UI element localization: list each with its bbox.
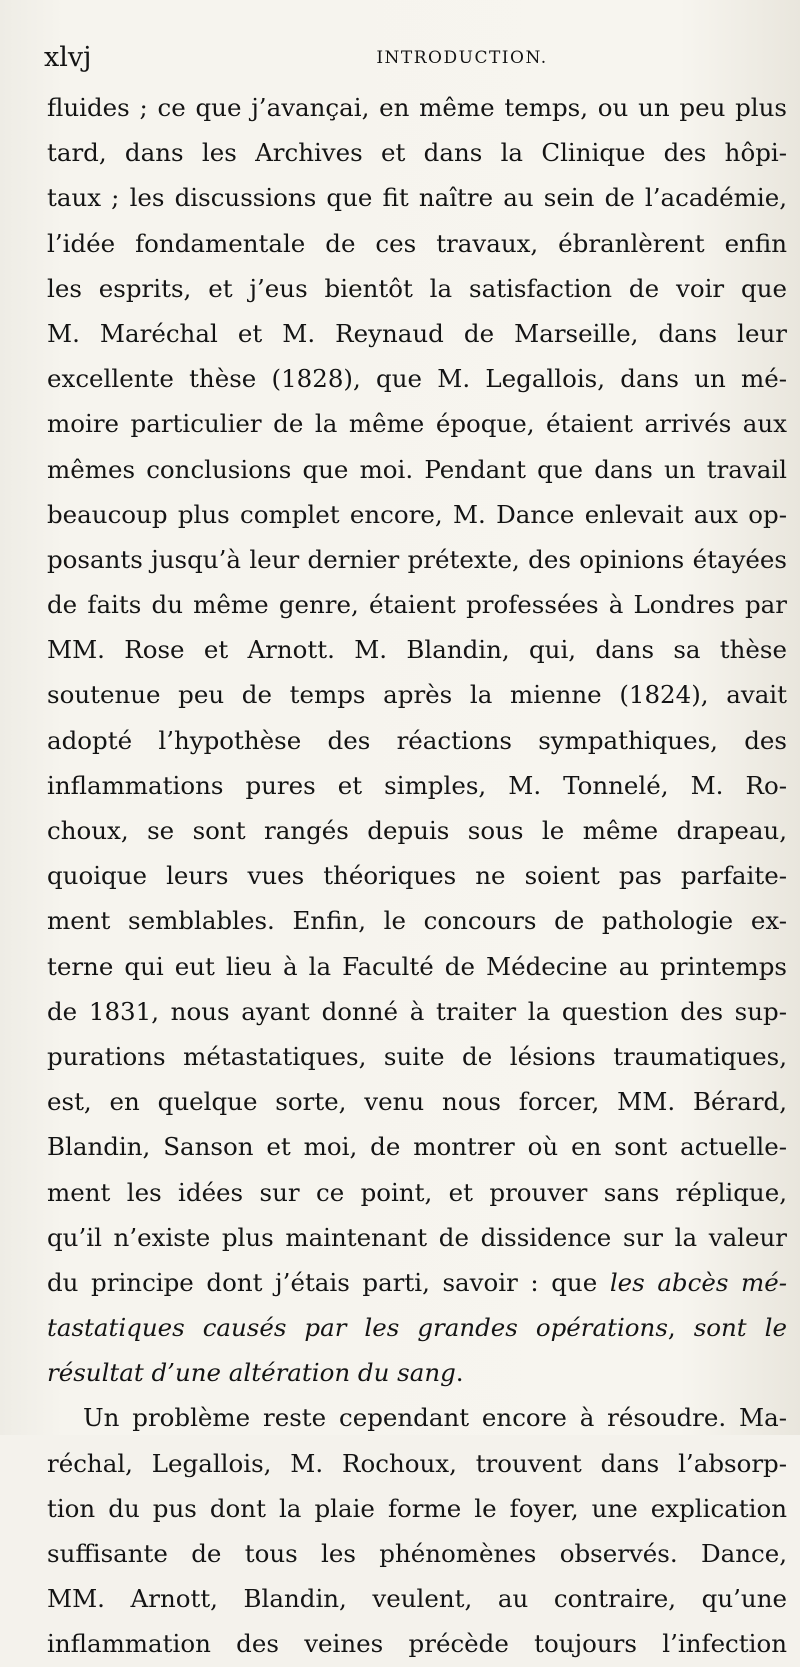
text-line: choux, se sont rangés depuis sous le même drapeau, xyxy=(47,816,787,845)
text-line: adopté l’hypothèse des réactions sympathiques, des xyxy=(47,725,787,755)
text-line: réchal, Legallois, M. Rochoux, trouvent dans l’absorp- xyxy=(47,1448,787,1478)
text-line: beaucoup plus complet encore, M. Dance enlevait aux op- xyxy=(47,499,787,529)
text-line: moire particulier de la même époque, étaient arrivés aux xyxy=(47,409,787,439)
text-line: ment les idées sur ce point, et prouver sans réplique, xyxy=(47,1177,787,1207)
text-line: qu’il n’existe plus maintenant de dissidence sur la valeur xyxy=(47,1222,787,1252)
italic-text: sont le xyxy=(693,1313,787,1343)
text-line: suffisante de tous les phénomènes observés. Dance, xyxy=(47,1539,787,1568)
text-line: soutenue peu de temps après la mienne (1824), avait xyxy=(47,680,787,710)
paragraph-start-line: Un problème reste cependant encore à résoudre. Ma- xyxy=(83,1403,787,1433)
text-line: taux ; les discussions que fit naître au sein de l’académie, xyxy=(47,183,787,213)
text-line: de 1831, nous ayant donné à traiter la question des sup- xyxy=(47,996,787,1026)
text-line-mixed xyxy=(47,1260,787,1305)
text-line: inflammation des veines précède toujours l’infection xyxy=(47,1629,787,1659)
text-line: les esprits, et j’eus bientôt la satisfaction de voir que xyxy=(47,273,787,303)
text-line: MM. Arnott, Blandin, veulent, au contraire, qu’une xyxy=(47,1584,787,1614)
text-line: MM. Rose et Arnott. M. Blandin, qui, dans sa thèse xyxy=(47,635,787,665)
italic-text: les abcès mé- xyxy=(609,1267,787,1297)
roman-text: . xyxy=(455,1358,464,1388)
italic-text: résultat d’une altération du sang xyxy=(47,1358,456,1388)
text-line-italic xyxy=(47,1305,787,1350)
body-text xyxy=(47,85,787,1667)
text-line: l’idée fondamentale de ces travaux, ébranlèrent enfin xyxy=(47,228,787,258)
text-line: ment semblables. Enfin, le concours de pathologie ex- xyxy=(47,906,787,936)
text-line: excellente thèse (1828), que M. Legallois, dans un mé- xyxy=(47,364,787,394)
text-line: purations métastatiques, suite de lésions traumatiques, xyxy=(47,1041,787,1071)
text-line: fluides ; ce que j’avançai, en même temps, ou un peu plus xyxy=(47,93,787,122)
roman-text: du principe dont j’étais parti, savoir : que xyxy=(47,1267,598,1297)
text-line: tion du pus dont la plaie forme le foyer, une explication xyxy=(47,1493,787,1523)
text-line: mêmes conclusions que moi. Pendant que dans un travail xyxy=(47,454,787,484)
text-line: inflammations pures et simples, M. Tonnelé, M. Ro- xyxy=(47,770,787,800)
page-header xyxy=(44,40,770,76)
roman-text: , xyxy=(667,1313,676,1343)
text-line: quoique leurs vues théoriques ne soient pas parfaite- xyxy=(47,861,787,891)
text-line: M. Maréchal et M. Reynaud de Marseille, dans leur xyxy=(47,318,787,348)
text-line: posants jusqu’à leur dernier prétexte, des opinions étayées xyxy=(47,544,787,574)
text-line: tard, dans les Archives et dans la Clinique des hôpi- xyxy=(47,138,787,168)
page-number: xlvj xyxy=(44,42,92,73)
italic-text: tastatiques causés par les grandes opérations xyxy=(47,1313,668,1343)
text-line: de faits du même genre, étaient professées à Londres par xyxy=(47,590,787,620)
text-line: Blandin, Sanson et moi, de montrer où en sont actuelle- xyxy=(47,1132,787,1162)
running-title: INTRODUCTION. xyxy=(376,48,548,68)
text-line: est, en quelque sorte, venu nous forcer, MM. Bérard, xyxy=(47,1087,787,1117)
text-line-italic xyxy=(47,1350,787,1395)
text-line: terne qui eut lieu à la Faculté de Médecine au printemps xyxy=(47,951,787,981)
